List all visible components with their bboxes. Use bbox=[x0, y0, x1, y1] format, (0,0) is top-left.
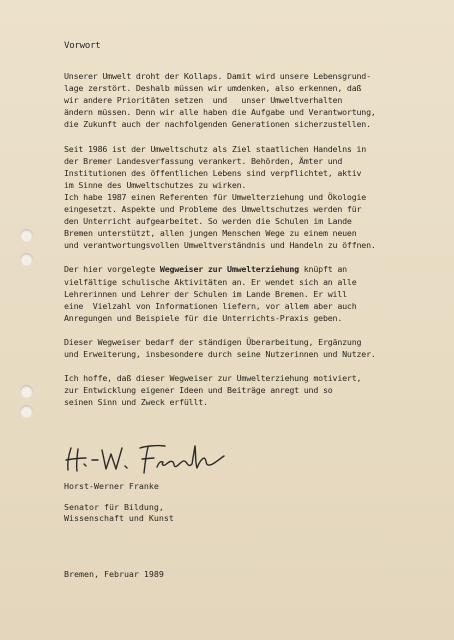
text-line: Ich hoffe, daß dieser Wegweiser zur Umwelterziehung motiviert, bbox=[64, 373, 362, 384]
punch-hole bbox=[20, 229, 33, 242]
text-line: zur Entwicklung eigener Ideen und Beiträge anregt und so bbox=[64, 385, 333, 396]
handwritten-signature bbox=[62, 440, 232, 478]
text-line: eingesetzt. Aspekte und Probleme des Umweltschutzes werden für bbox=[64, 204, 362, 215]
punch-hole bbox=[20, 385, 33, 398]
signer-role-line-1: Senator für Bildung, bbox=[64, 502, 164, 512]
paragraph-5 bbox=[64, 372, 424, 408]
text-line: eine Vielzahl von Informationen liefern, vor allem aber auch bbox=[64, 300, 357, 311]
text-line: Seit 1986 ist der Umweltschutz als Ziel staatlichen Handelns in bbox=[64, 143, 367, 154]
text-line: Anregungen und Beispiele für die Unterrichts-Praxis geben. bbox=[64, 312, 343, 323]
place-and-date: Bremen, Februar 1989 bbox=[64, 569, 164, 579]
text-line: vielfältige schulische Aktivitäten an. Er wendet sich an alle bbox=[64, 276, 357, 287]
text-line: die Zukunft auch der nachfolgenden Generationen sicherzustellen. bbox=[64, 119, 371, 130]
text-line: Ich habe 1987 einen Referenten für Umwelterziehung und Ökologie bbox=[64, 191, 367, 202]
signer-role-line-2: Wissenschaft und Kunst bbox=[64, 513, 174, 523]
paragraph-4 bbox=[64, 336, 424, 360]
text-line: Institutionen des öffentlichen Lebens sind verpflichtet, aktiv bbox=[64, 167, 362, 178]
text-line: der Bremer Landesverfassung verankert. Behörden, Ämter und bbox=[64, 155, 343, 166]
text-line: wir andere Prioritäten setzen und unser Umweltverhalten bbox=[64, 95, 343, 106]
paragraph-3 bbox=[64, 263, 424, 323]
document-body bbox=[64, 40, 424, 420]
paragraph-2 bbox=[64, 143, 424, 252]
text-line: Unserer Umwelt droht der Kollaps. Damit wird unsere Lebensgrund- bbox=[64, 71, 371, 82]
paragraph-1 bbox=[64, 70, 424, 130]
text-line: im Sinne des Umweltschutzes zu wirken. bbox=[64, 179, 247, 190]
text-line: und verantwortungsvollen Umweltverständnis und Handeln zu öffnen. bbox=[64, 240, 376, 251]
text-line: seinen Sinn und Zweck erfüllt. bbox=[64, 397, 208, 408]
text-line bbox=[64, 263, 424, 275]
text-line: den Unterricht aufgearbeitet. So werden die Schulen im Lande bbox=[64, 216, 352, 227]
text-line: Bremen unterstützt, allen jungen Menschen Wege zu einem neuen bbox=[64, 228, 357, 239]
text-line: ändern müssen. Denn wir alle haben die Aufgabe und Verantwortung, bbox=[64, 107, 376, 118]
text-line: lage zerstört. Deshalb müssen wir umdenken, also erkennen, daß bbox=[64, 83, 362, 94]
punch-hole bbox=[20, 253, 33, 266]
punch-hole bbox=[20, 405, 33, 418]
signer-name: Horst-Werner Franke bbox=[64, 481, 159, 491]
text-run: knüpft an bbox=[298, 264, 347, 275]
highlighted-title: Wegweiser zur Umwelterziehung bbox=[159, 264, 299, 275]
text-line: und Erweiterung, insbesondere durch seine Nutzerinnen und Nutzer. bbox=[64, 348, 376, 359]
text-line: Lehrerinnen und Lehrer der Schulen im Lande Bremen. Er will bbox=[64, 288, 347, 299]
text-line: Dieser Wegweiser bedarf der ständigen Überarbeitung, Ergänzung bbox=[64, 336, 362, 347]
text-run: Der hier vorgelegte bbox=[64, 264, 160, 275]
page-title: Vorwort bbox=[64, 41, 101, 51]
